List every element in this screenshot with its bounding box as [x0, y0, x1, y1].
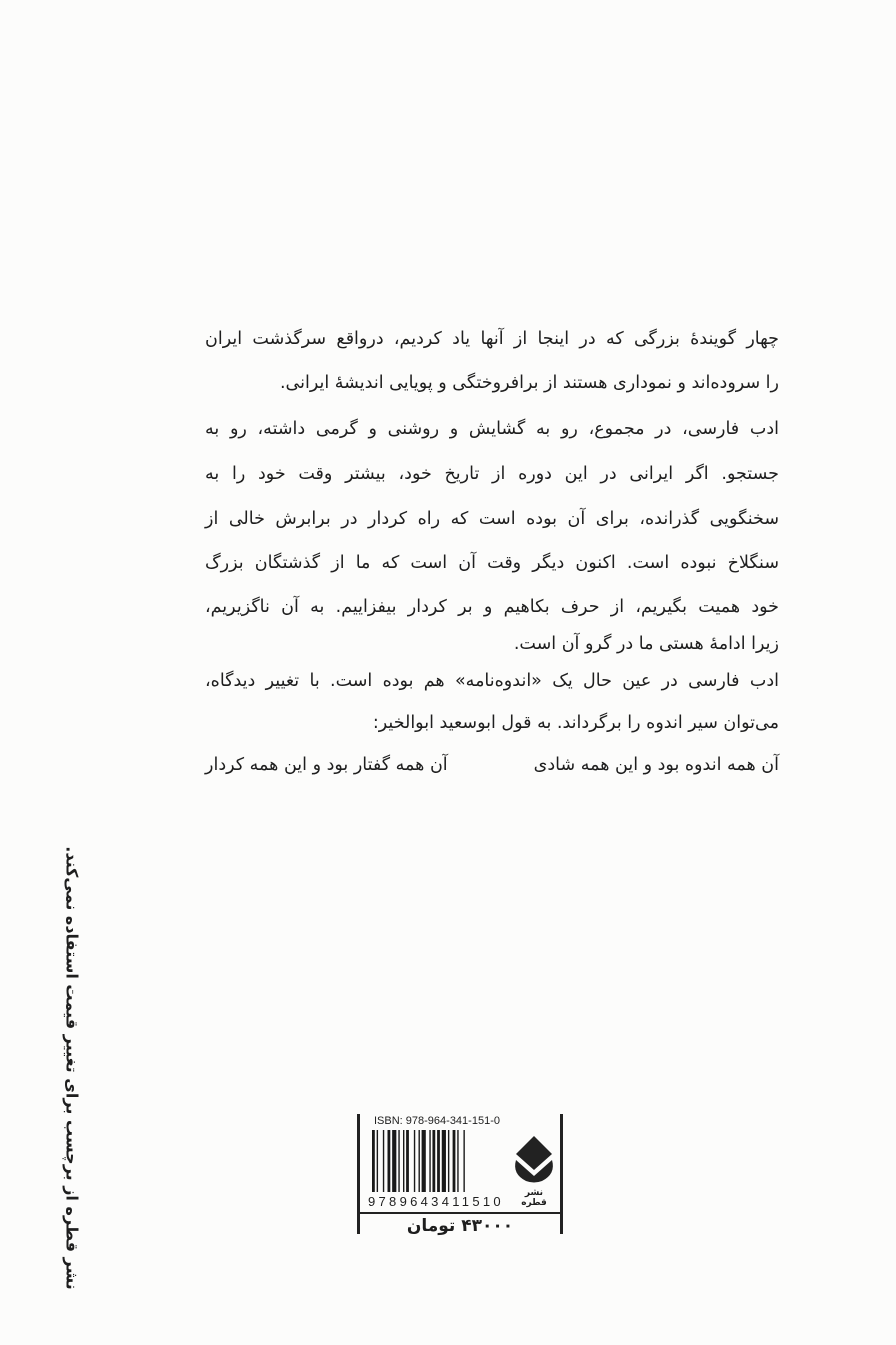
barcode-bar [432, 1130, 435, 1192]
publisher-name: نشر قطره [521, 1188, 547, 1208]
barcode-bar [388, 1130, 391, 1192]
side-note [52, 846, 92, 1290]
text-line: جستجو. اگر ایرانی در این دوره از تاریخ خود، بیشتر وقت خود را به [205, 464, 779, 484]
barcode-bar [422, 1130, 426, 1192]
barcode-bar [419, 1130, 420, 1192]
barcode-panel [357, 1114, 563, 1234]
barcode-digits: 9789643411510 [368, 1194, 504, 1209]
text-line: زیرا ادامهٔ هستی ما در گرو آن است. [513, 634, 779, 654]
text-line: سنگلاخ نبوده است. اکنون دیگر وقت آن است که ما از گذشتگان بزرگ [205, 553, 779, 573]
text-line: سخنگویی گذرانده، برای آن بوده است که راه کردار در برابرش خالی از [205, 509, 779, 529]
verse-hemistich-2: آن همه گفتار بود و این همه کردار [205, 755, 448, 775]
barcode-bar [377, 1130, 378, 1192]
publisher-logo [512, 1134, 556, 1208]
barcode-bar [463, 1130, 464, 1192]
text-line: ادب فارسی، در مجموع، رو به گشایش و روشنی و گرمی داشته، رو به [205, 419, 779, 439]
verse-hemistich-1: آن همه اندوه بود و این همه شادی [533, 755, 779, 775]
barcode-bar [453, 1130, 456, 1192]
text-line: را سروده‌اند و نموداری هستند از برافروختگی و پویایی اندیشهٔ ایرانی. [279, 373, 779, 393]
back-cover-text [205, 318, 779, 788]
barcode-bar [398, 1130, 399, 1192]
barcode-bar [429, 1130, 430, 1192]
divider [360, 1212, 560, 1214]
barcode-bar [457, 1130, 458, 1192]
barcode-bar [403, 1130, 404, 1192]
price: ۴۳۰۰۰ تومان [406, 1216, 514, 1236]
text-line: ادب فارسی در عین حال یک «اندوه‌نامه» هم بوده است. با تغییر دیدگاه، [205, 671, 779, 691]
barcode-bar [372, 1130, 375, 1192]
drop-logo-icon [512, 1134, 556, 1184]
barcode-bar [406, 1130, 409, 1192]
barcode-bar [442, 1130, 446, 1192]
text-line: چهار گویندهٔ بزرگی که در اینجا از آنها یاد کردیم، درواقع سرگذشت ایران [205, 329, 779, 349]
barcode-bars [372, 1130, 512, 1192]
barcode-bar [414, 1130, 415, 1192]
barcode-bar [437, 1130, 440, 1192]
barcode-bar [392, 1130, 396, 1192]
text-line: می‌توان سیر اندوه را برگرداند. به قول ابوسعید ابوالخیر: [372, 713, 779, 733]
barcode-bar [448, 1130, 449, 1192]
text-line: خود همیت بگیریم، از حرف بکاهیم و بر کردار بیفزاییم. به آن ناگزیریم، [205, 597, 779, 617]
price-label-note: نشر قطره از برچسب برای تغییر قیمت استفاده نمی‌کند. [62, 846, 82, 1290]
isbn-label: ISBN: 978-964-341-151-0 [374, 1115, 500, 1127]
barcode-bar [383, 1130, 384, 1192]
